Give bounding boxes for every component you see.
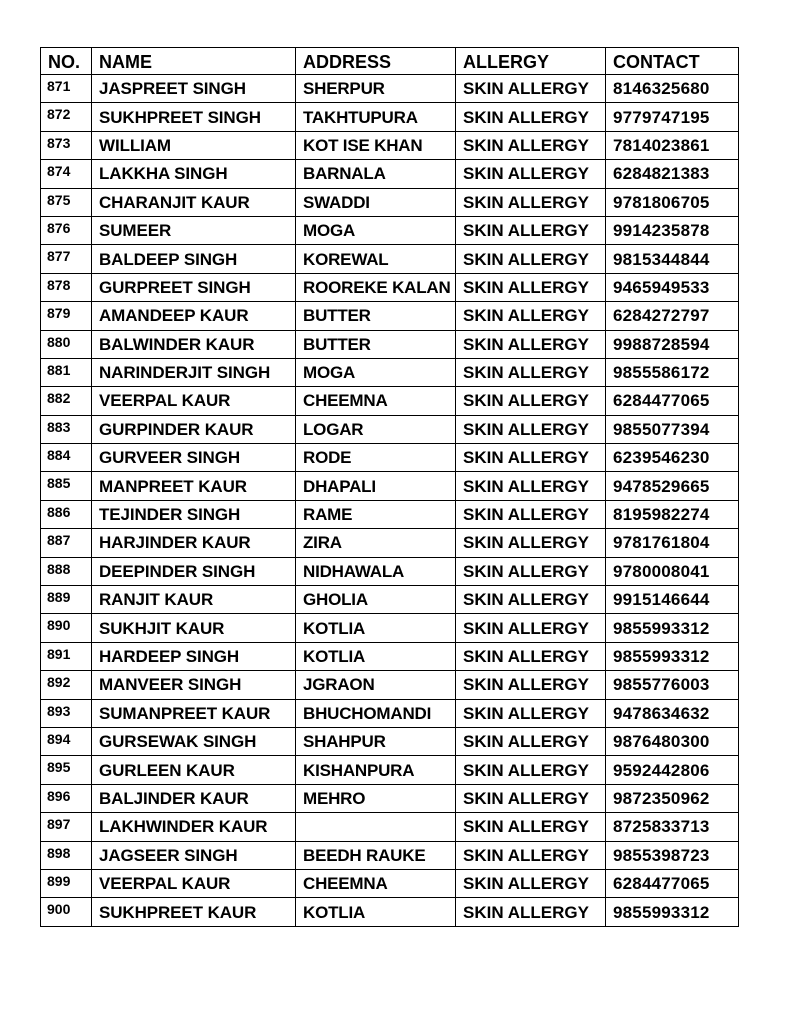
cell-no: 890 (41, 614, 92, 642)
table-row (41, 898, 739, 926)
cell-contact: 9780008041 (606, 557, 739, 585)
cell-allergy: SKIN ALLERGY (456, 869, 606, 897)
cell-address: SHERPUR (296, 75, 456, 103)
cell-name: GURSEWAK SINGH (92, 727, 296, 755)
cell-contact: 9855776003 (606, 671, 739, 699)
cell-contact: 9988728594 (606, 330, 739, 358)
cell-name: WILLIAM (92, 131, 296, 159)
cell-no: 883 (41, 415, 92, 443)
cell-allergy: SKIN ALLERGY (456, 131, 606, 159)
table-row (41, 302, 739, 330)
cell-name: CHARANJIT KAUR (92, 188, 296, 216)
cell-name: MANPREET KAUR (92, 472, 296, 500)
cell-address: ZIRA (296, 529, 456, 557)
cell-allergy: SKIN ALLERGY (456, 898, 606, 926)
cell-no: 897 (41, 813, 92, 841)
cell-no: 884 (41, 444, 92, 472)
table-row (41, 756, 739, 784)
cell-allergy: SKIN ALLERGY (456, 302, 606, 330)
cell-no: 873 (41, 131, 92, 159)
cell-allergy: SKIN ALLERGY (456, 557, 606, 585)
table-row (41, 869, 739, 897)
table-row (41, 75, 739, 103)
cell-name: JAGSEER SINGH (92, 841, 296, 869)
cell-name: GURPREET SINGH (92, 273, 296, 301)
cell-name: AMANDEEP KAUR (92, 302, 296, 330)
cell-name: SUKHPREET SINGH (92, 103, 296, 131)
cell-no: 874 (41, 160, 92, 188)
cell-contact: 6284477065 (606, 869, 739, 897)
table-row (41, 415, 739, 443)
cell-no: 880 (41, 330, 92, 358)
cell-address: DHAPALI (296, 472, 456, 500)
cell-allergy: SKIN ALLERGY (456, 75, 606, 103)
cell-address: KOTLIA (296, 898, 456, 926)
cell-allergy: SKIN ALLERGY (456, 529, 606, 557)
table-header-row (41, 48, 739, 75)
cell-address: NIDHAWALA (296, 557, 456, 585)
table-row (41, 614, 739, 642)
cell-contact: 9855077394 (606, 415, 739, 443)
cell-allergy: SKIN ALLERGY (456, 756, 606, 784)
cell-name: GURLEEN KAUR (92, 756, 296, 784)
cell-no: 871 (41, 75, 92, 103)
cell-contact: 6239546230 (606, 444, 739, 472)
cell-name: GURPINDER KAUR (92, 415, 296, 443)
table-row (41, 841, 739, 869)
table-row (41, 160, 739, 188)
table-row (41, 273, 739, 301)
cell-contact: 9465949533 (606, 273, 739, 301)
cell-name: DEEPINDER SINGH (92, 557, 296, 585)
cell-address: LOGAR (296, 415, 456, 443)
cell-name: TEJINDER SINGH (92, 500, 296, 528)
table-row (41, 500, 739, 528)
cell-no: 899 (41, 869, 92, 897)
cell-allergy: SKIN ALLERGY (456, 841, 606, 869)
cell-allergy: SKIN ALLERGY (456, 784, 606, 812)
cell-contact: 9781761804 (606, 529, 739, 557)
table-row (41, 784, 739, 812)
cell-contact: 6284272797 (606, 302, 739, 330)
cell-address: BHUCHOMANDI (296, 699, 456, 727)
cell-name: SUKHPREET KAUR (92, 898, 296, 926)
cell-contact: 7814023861 (606, 131, 739, 159)
table-row (41, 727, 739, 755)
cell-name: VEERPAL KAUR (92, 387, 296, 415)
cell-address: SWADDI (296, 188, 456, 216)
cell-address: KISHANPURA (296, 756, 456, 784)
cell-allergy: SKIN ALLERGY (456, 642, 606, 670)
cell-address: KOREWAL (296, 245, 456, 273)
table-row (41, 586, 739, 614)
cell-no: 876 (41, 216, 92, 244)
cell-no: 885 (41, 472, 92, 500)
patient-table (40, 47, 739, 927)
cell-address: BEEDH RAUKE (296, 841, 456, 869)
cell-allergy: SKIN ALLERGY (456, 444, 606, 472)
cell-no: 875 (41, 188, 92, 216)
cell-no: 900 (41, 898, 92, 926)
cell-address: RAME (296, 500, 456, 528)
cell-no: 872 (41, 103, 92, 131)
cell-address: MOGA (296, 216, 456, 244)
cell-allergy: SKIN ALLERGY (456, 188, 606, 216)
cell-address: CHEEMNA (296, 869, 456, 897)
cell-contact: 9478634632 (606, 699, 739, 727)
cell-allergy: SKIN ALLERGY (456, 671, 606, 699)
cell-no: 891 (41, 642, 92, 670)
cell-address: MOGA (296, 358, 456, 386)
cell-name: BALJINDER KAUR (92, 784, 296, 812)
table-body (41, 75, 739, 927)
cell-address: ROOREKE KALAN (296, 273, 456, 301)
cell-name: HARJINDER KAUR (92, 529, 296, 557)
cell-contact: 9872350962 (606, 784, 739, 812)
table-row (41, 671, 739, 699)
cell-name: SUMEER (92, 216, 296, 244)
table-row (41, 529, 739, 557)
table-row (41, 330, 739, 358)
cell-allergy: SKIN ALLERGY (456, 103, 606, 131)
cell-name: HARDEEP SINGH (92, 642, 296, 670)
cell-contact: 9855993312 (606, 614, 739, 642)
cell-name: VEERPAL KAUR (92, 869, 296, 897)
cell-no: 893 (41, 699, 92, 727)
cell-contact: 9855398723 (606, 841, 739, 869)
cell-allergy: SKIN ALLERGY (456, 245, 606, 273)
table-row (41, 358, 739, 386)
cell-contact: 9876480300 (606, 727, 739, 755)
cell-allergy: SKIN ALLERGY (456, 472, 606, 500)
cell-name: LAKHWINDER KAUR (92, 813, 296, 841)
cell-no: 888 (41, 557, 92, 585)
table-row (41, 472, 739, 500)
cell-allergy: SKIN ALLERGY (456, 358, 606, 386)
cell-address: JGRAON (296, 671, 456, 699)
cell-no: 894 (41, 727, 92, 755)
cell-name: BALWINDER KAUR (92, 330, 296, 358)
cell-no: 877 (41, 245, 92, 273)
cell-contact: 9779747195 (606, 103, 739, 131)
cell-no: 898 (41, 841, 92, 869)
cell-allergy: SKIN ALLERGY (456, 330, 606, 358)
cell-no: 889 (41, 586, 92, 614)
cell-name: SUMANPREET KAUR (92, 699, 296, 727)
cell-name: BALDEEP SINGH (92, 245, 296, 273)
cell-address: TAKHTUPURA (296, 103, 456, 131)
cell-allergy: SKIN ALLERGY (456, 216, 606, 244)
cell-address: BUTTER (296, 330, 456, 358)
cell-contact: 8195982274 (606, 500, 739, 528)
cell-address: KOTLIA (296, 642, 456, 670)
table-row (41, 387, 739, 415)
table-row (41, 813, 739, 841)
cell-allergy: SKIN ALLERGY (456, 614, 606, 642)
header-address: ADDRESS (296, 48, 456, 75)
cell-address: CHEEMNA (296, 387, 456, 415)
cell-allergy: SKIN ALLERGY (456, 500, 606, 528)
cell-name: JASPREET SINGH (92, 75, 296, 103)
cell-allergy: SKIN ALLERGY (456, 387, 606, 415)
cell-contact: 8146325680 (606, 75, 739, 103)
cell-no: 879 (41, 302, 92, 330)
cell-address: KOT ISE KHAN (296, 131, 456, 159)
cell-address: RODE (296, 444, 456, 472)
cell-contact: 9855586172 (606, 358, 739, 386)
cell-no: 878 (41, 273, 92, 301)
cell-allergy: SKIN ALLERGY (456, 586, 606, 614)
cell-address: KOTLIA (296, 614, 456, 642)
cell-address: SHAHPUR (296, 727, 456, 755)
cell-allergy: SKIN ALLERGY (456, 727, 606, 755)
table-row (41, 103, 739, 131)
cell-name: NARINDERJIT SINGH (92, 358, 296, 386)
cell-contact: 9855993312 (606, 642, 739, 670)
cell-no: 887 (41, 529, 92, 557)
header-allergy: ALLERGY (456, 48, 606, 75)
cell-contact: 6284821383 (606, 160, 739, 188)
table-row (41, 245, 739, 273)
cell-contact: 9592442806 (606, 756, 739, 784)
cell-name: GURVEER SINGH (92, 444, 296, 472)
cell-contact: 9914235878 (606, 216, 739, 244)
cell-contact: 9815344844 (606, 245, 739, 273)
cell-contact: 9478529665 (606, 472, 739, 500)
table-row (41, 557, 739, 585)
cell-allergy: SKIN ALLERGY (456, 699, 606, 727)
cell-contact: 8725833713 (606, 813, 739, 841)
cell-contact: 6284477065 (606, 387, 739, 415)
cell-name: LAKKHA SINGH (92, 160, 296, 188)
cell-no: 881 (41, 358, 92, 386)
cell-no: 896 (41, 784, 92, 812)
cell-address: MEHRO (296, 784, 456, 812)
cell-address: GHOLIA (296, 586, 456, 614)
cell-name: RANJIT KAUR (92, 586, 296, 614)
cell-allergy: SKIN ALLERGY (456, 415, 606, 443)
cell-address: BARNALA (296, 160, 456, 188)
header-no: NO. (41, 48, 92, 75)
cell-allergy: SKIN ALLERGY (456, 273, 606, 301)
table-row (41, 188, 739, 216)
cell-no: 886 (41, 500, 92, 528)
cell-no: 882 (41, 387, 92, 415)
cell-no: 892 (41, 671, 92, 699)
cell-name: MANVEER SINGH (92, 671, 296, 699)
table-row (41, 131, 739, 159)
cell-no: 895 (41, 756, 92, 784)
table-row (41, 699, 739, 727)
header-name: NAME (92, 48, 296, 75)
header-contact: CONTACT (606, 48, 739, 75)
cell-contact: 9915146644 (606, 586, 739, 614)
cell-allergy: SKIN ALLERGY (456, 160, 606, 188)
table-row (41, 444, 739, 472)
cell-address (296, 813, 456, 841)
cell-contact: 9781806705 (606, 188, 739, 216)
cell-allergy: SKIN ALLERGY (456, 813, 606, 841)
cell-contact: 9855993312 (606, 898, 739, 926)
table-row (41, 642, 739, 670)
cell-name: SUKHJIT KAUR (92, 614, 296, 642)
table-row (41, 216, 739, 244)
cell-address: BUTTER (296, 302, 456, 330)
